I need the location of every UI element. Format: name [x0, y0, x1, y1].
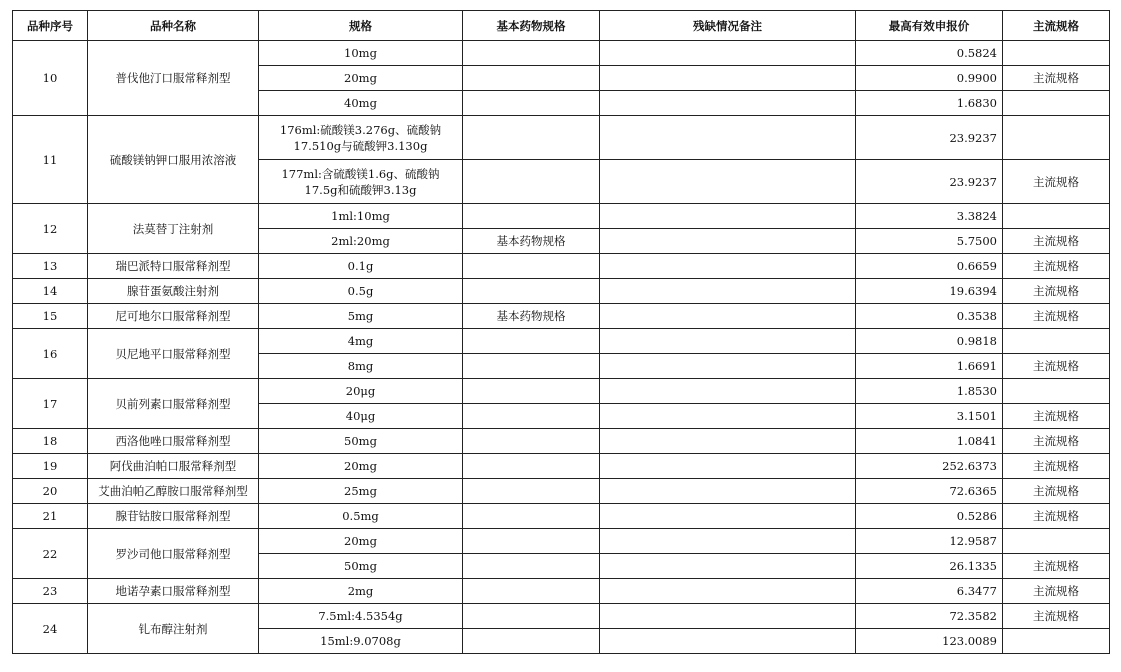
header-spec: 规格: [259, 11, 463, 41]
header-shortage-note: 残缺情况备注: [600, 11, 856, 41]
item-number-cell: 14: [13, 279, 88, 304]
max-price-cell: 0.3538: [856, 304, 1003, 329]
item-number-cell: 18: [13, 429, 88, 454]
main-spec-cell: 主流规格: [1003, 604, 1110, 629]
table-row: [13, 604, 1110, 629]
header-drug-name: 品种名称: [88, 11, 259, 41]
main-spec-cell: [1003, 41, 1110, 66]
table-body: [13, 41, 1110, 654]
main-spec-cell: 主流规格: [1003, 404, 1110, 429]
shortage-note-cell: [600, 66, 856, 91]
header-row: [13, 11, 1110, 41]
drug-name-cell: 阿伐曲泊帕口服常释剂型: [88, 454, 259, 479]
main-spec-cell: 主流规格: [1003, 504, 1110, 529]
basic-spec-cell: [463, 404, 600, 429]
table-row: [13, 529, 1110, 554]
table-row: [13, 279, 1110, 304]
spec-cell: 10mg: [259, 41, 463, 66]
shortage-note-cell: [600, 529, 856, 554]
basic-spec-cell: [463, 604, 600, 629]
item-number-cell: 11: [13, 116, 88, 204]
shortage-note-cell: [600, 404, 856, 429]
drug-name-cell: 腺苷钴胺口服常释剂型: [88, 504, 259, 529]
spec-cell: 177ml:含硫酸镁1.6g、硫酸钠17.5g和硫酸钾3.13g: [259, 160, 463, 204]
max-price-cell: 0.9900: [856, 66, 1003, 91]
table-row: [13, 204, 1110, 229]
drug-name-cell: 硫酸镁钠钾口服用浓溶液: [88, 116, 259, 204]
spec-cell: 20μg: [259, 379, 463, 404]
basic-spec-cell: [463, 554, 600, 579]
main-spec-cell: 主流规格: [1003, 579, 1110, 604]
shortage-note-cell: [600, 91, 856, 116]
table-row: [13, 116, 1110, 160]
drug-name-cell: 腺苷蛋氨酸注射剂: [88, 279, 259, 304]
basic-spec-cell: [463, 91, 600, 116]
item-number-cell: 19: [13, 454, 88, 479]
item-number-cell: 15: [13, 304, 88, 329]
basic-spec-cell: 基本药物规格: [463, 229, 600, 254]
table-row: [13, 454, 1110, 479]
main-spec-cell: [1003, 529, 1110, 554]
table-row: [13, 329, 1110, 354]
basic-spec-cell: 基本药物规格: [463, 304, 600, 329]
basic-spec-cell: [463, 41, 600, 66]
item-number-cell: 22: [13, 529, 88, 579]
max-price-cell: 1.6830: [856, 91, 1003, 116]
main-spec-cell: [1003, 204, 1110, 229]
item-number-cell: 12: [13, 204, 88, 254]
table-row: [13, 579, 1110, 604]
drug-name-cell: 贝前列素口服常释剂型: [88, 379, 259, 429]
basic-spec-cell: [463, 454, 600, 479]
max-price-cell: 19.6394: [856, 279, 1003, 304]
spec-cell: 20mg: [259, 454, 463, 479]
table-row: [13, 504, 1110, 529]
drug-name-cell: 贝尼地平口服常释剂型: [88, 329, 259, 379]
main-spec-cell: 主流规格: [1003, 66, 1110, 91]
spec-cell: 40μg: [259, 404, 463, 429]
basic-spec-cell: [463, 429, 600, 454]
main-spec-cell: 主流规格: [1003, 354, 1110, 379]
max-price-cell: 123.0089: [856, 629, 1003, 654]
max-price-cell: 0.6659: [856, 254, 1003, 279]
drug-name-cell: 尼可地尔口服常释剂型: [88, 304, 259, 329]
shortage-note-cell: [600, 304, 856, 329]
max-price-cell: 3.1501: [856, 404, 1003, 429]
table-row: [13, 429, 1110, 454]
main-spec-cell: 主流规格: [1003, 279, 1110, 304]
shortage-note-cell: [600, 204, 856, 229]
header-basic-spec: 基本药物规格: [463, 11, 600, 41]
header-max-price: 最高有效申报价: [856, 11, 1003, 41]
header-main-spec: 主流规格: [1003, 11, 1110, 41]
shortage-note-cell: [600, 429, 856, 454]
shortage-note-cell: [600, 229, 856, 254]
item-number-cell: 24: [13, 604, 88, 654]
basic-spec-cell: [463, 504, 600, 529]
item-number-cell: 16: [13, 329, 88, 379]
spec-cell: 50mg: [259, 554, 463, 579]
main-spec-cell: 主流规格: [1003, 479, 1110, 504]
spec-cell: 0.1g: [259, 254, 463, 279]
main-spec-cell: 主流规格: [1003, 229, 1110, 254]
shortage-note-cell: [600, 454, 856, 479]
shortage-note-cell: [600, 254, 856, 279]
table-row: [13, 379, 1110, 404]
shortage-note-cell: [600, 554, 856, 579]
basic-spec-cell: [463, 279, 600, 304]
basic-spec-cell: [463, 160, 600, 204]
shortage-note-cell: [600, 41, 856, 66]
max-price-cell: 1.6691: [856, 354, 1003, 379]
item-number-cell: 20: [13, 479, 88, 504]
basic-spec-cell: [463, 529, 600, 554]
drug-name-cell: 钆布醇注射剂: [88, 604, 259, 654]
spec-cell: 2ml:20mg: [259, 229, 463, 254]
main-spec-cell: 主流规格: [1003, 254, 1110, 279]
spec-cell: 25mg: [259, 479, 463, 504]
spec-cell: 5mg: [259, 304, 463, 329]
table-row: [13, 41, 1110, 66]
table-row: [13, 304, 1110, 329]
basic-spec-cell: [463, 354, 600, 379]
basic-spec-cell: [463, 629, 600, 654]
basic-spec-cell: [463, 254, 600, 279]
max-price-cell: 0.9818: [856, 329, 1003, 354]
drug-name-cell: 艾曲泊帕乙醇胺口服常释剂型: [88, 479, 259, 504]
table-row: [13, 479, 1110, 504]
max-price-cell: 6.3477: [856, 579, 1003, 604]
drug-name-cell: 罗沙司他口服常释剂型: [88, 529, 259, 579]
main-spec-cell: 主流规格: [1003, 429, 1110, 454]
shortage-note-cell: [600, 160, 856, 204]
item-number-cell: 23: [13, 579, 88, 604]
main-spec-cell: 主流规格: [1003, 454, 1110, 479]
item-number-cell: 13: [13, 254, 88, 279]
main-spec-cell: 主流规格: [1003, 160, 1110, 204]
shortage-note-cell: [600, 604, 856, 629]
spec-cell: 176ml:硫酸镁3.276g、硫酸钠17.510g与硫酸钾3.130g: [259, 116, 463, 160]
main-spec-cell: [1003, 629, 1110, 654]
max-price-cell: 23.9237: [856, 160, 1003, 204]
spec-cell: 7.5ml:4.5354g: [259, 604, 463, 629]
spec-cell: 20mg: [259, 66, 463, 91]
header-item-no: 品种序号: [13, 11, 88, 41]
max-price-cell: 12.9587: [856, 529, 1003, 554]
main-spec-cell: [1003, 329, 1110, 354]
shortage-note-cell: [600, 379, 856, 404]
drug-name-cell: 西洛他唑口服常释剂型: [88, 429, 259, 454]
shortage-note-cell: [600, 629, 856, 654]
max-price-cell: 1.8530: [856, 379, 1003, 404]
spec-cell: 0.5g: [259, 279, 463, 304]
shortage-note-cell: [600, 579, 856, 604]
shortage-note-cell: [600, 116, 856, 160]
basic-spec-cell: [463, 579, 600, 604]
basic-spec-cell: [463, 66, 600, 91]
item-number-cell: 10: [13, 41, 88, 116]
drug-name-cell: 瑞巴派特口服常释剂型: [88, 254, 259, 279]
max-price-cell: 252.6373: [856, 454, 1003, 479]
spec-cell: 40mg: [259, 91, 463, 116]
drug-price-table: [12, 10, 1110, 654]
basic-spec-cell: [463, 204, 600, 229]
main-spec-cell: 主流规格: [1003, 554, 1110, 579]
shortage-note-cell: [600, 504, 856, 529]
price-table-container: [12, 10, 1110, 654]
max-price-cell: 0.5286: [856, 504, 1003, 529]
drug-name-cell: 普伐他汀口服常释剂型: [88, 41, 259, 116]
main-spec-cell: 主流规格: [1003, 304, 1110, 329]
basic-spec-cell: [463, 479, 600, 504]
spec-cell: 4mg: [259, 329, 463, 354]
max-price-cell: 72.3582: [856, 604, 1003, 629]
basic-spec-cell: [463, 329, 600, 354]
shortage-note-cell: [600, 479, 856, 504]
max-price-cell: 1.0841: [856, 429, 1003, 454]
main-spec-cell: [1003, 91, 1110, 116]
max-price-cell: 5.7500: [856, 229, 1003, 254]
spec-cell: 15ml:9.0708g: [259, 629, 463, 654]
basic-spec-cell: [463, 116, 600, 160]
main-spec-cell: [1003, 379, 1110, 404]
shortage-note-cell: [600, 279, 856, 304]
shortage-note-cell: [600, 354, 856, 379]
spec-cell: 2mg: [259, 579, 463, 604]
spec-cell: 0.5mg: [259, 504, 463, 529]
max-price-cell: 0.5824: [856, 41, 1003, 66]
shortage-note-cell: [600, 329, 856, 354]
max-price-cell: 26.1335: [856, 554, 1003, 579]
spec-cell: 50mg: [259, 429, 463, 454]
max-price-cell: 23.9237: [856, 116, 1003, 160]
spec-cell: 20mg: [259, 529, 463, 554]
main-spec-cell: [1003, 116, 1110, 160]
spec-cell: 1ml:10mg: [259, 204, 463, 229]
basic-spec-cell: [463, 379, 600, 404]
max-price-cell: 72.6365: [856, 479, 1003, 504]
drug-name-cell: 法莫替丁注射剂: [88, 204, 259, 254]
item-number-cell: 17: [13, 379, 88, 429]
item-number-cell: 21: [13, 504, 88, 529]
drug-name-cell: 地诺孕素口服常释剂型: [88, 579, 259, 604]
max-price-cell: 3.3824: [856, 204, 1003, 229]
spec-cell: 8mg: [259, 354, 463, 379]
table-row: [13, 254, 1110, 279]
